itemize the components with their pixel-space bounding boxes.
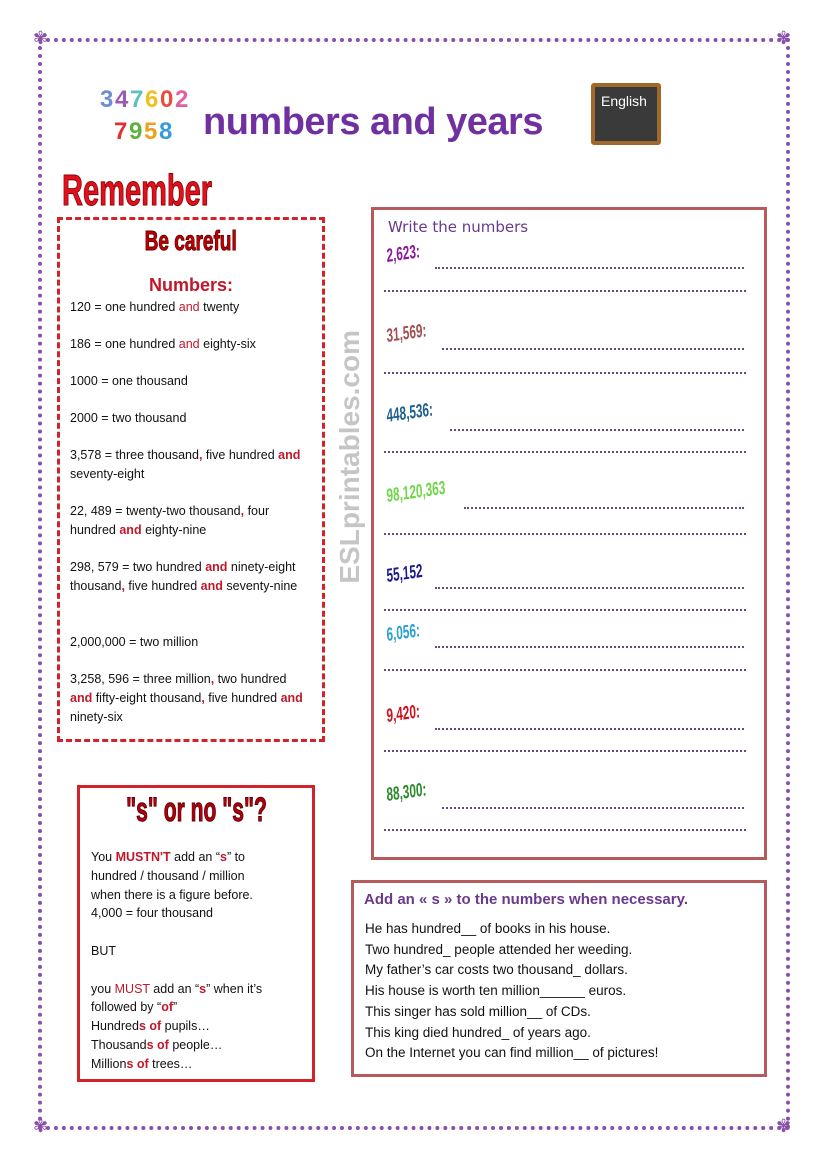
- s-rule-line: [91, 848, 311, 867]
- text-run: four hundred: [70, 504, 270, 537]
- text-run: fifty-eight thousand: [92, 691, 202, 705]
- s-rule-line: [91, 961, 311, 980]
- text-run: s: [199, 981, 207, 996]
- text-run: 298, 579 = two hundred: [70, 560, 206, 574]
- text-run: two hundred: [214, 672, 287, 686]
- clipart-digit: 2: [175, 86, 189, 113]
- number-to-write: 55,152: [386, 560, 424, 587]
- rule-item: [70, 335, 310, 354]
- s-rule-heading: "s" or no "s"?: [125, 791, 267, 829]
- text-run: 22, 489 = twenty-two thousand: [70, 504, 241, 518]
- exercise-sentence: His house is worth ten million______ euros.: [365, 983, 627, 999]
- numbers-subheading: Numbers:: [148, 275, 233, 295]
- text-run: ninety-eight thousand: [70, 560, 296, 593]
- s-rule-line: [91, 886, 311, 905]
- text-run: eighty-nine: [141, 523, 207, 537]
- answer-line[interactable]: [450, 429, 744, 431]
- rule-item: [70, 558, 310, 596]
- text-run: Hundred: [91, 1019, 139, 1034]
- s-rule-line: [91, 923, 311, 942]
- rule-item: [70, 409, 310, 428]
- clipart-row: [100, 116, 192, 148]
- remember-heading: Remember: [62, 166, 213, 215]
- text-run: and: [70, 691, 93, 705]
- text-run: ” when it’s: [206, 981, 263, 996]
- s-rule-line: [91, 942, 311, 961]
- s-rule-line: [91, 867, 311, 886]
- text-run: and: [119, 523, 142, 537]
- answer-line[interactable]: [384, 609, 746, 611]
- answer-line[interactable]: [435, 267, 744, 269]
- watermark: ESLprintables.com: [334, 330, 365, 584]
- text-run: and: [200, 579, 223, 593]
- rule-item: [70, 670, 310, 727]
- page-title: numbers and years: [203, 101, 543, 143]
- add-s-exercise: [351, 880, 767, 1077]
- text-run: seventy-nine: [222, 579, 298, 593]
- answer-line[interactable]: [384, 451, 746, 453]
- number-to-write: 98,120,363: [386, 477, 446, 507]
- text-run: You: [91, 850, 116, 864]
- clipart-digit: 7: [130, 86, 144, 113]
- corner-ornament-icon: ✾: [776, 28, 792, 49]
- exercise-sentence: On the Internet you can find million__ of pictures!: [365, 1045, 659, 1061]
- clipart-digit: 5: [144, 118, 158, 145]
- clipart-row: [100, 84, 192, 116]
- answer-line[interactable]: [384, 533, 746, 535]
- answer-line[interactable]: [435, 587, 744, 589]
- text-run: when there is a figure before.: [91, 887, 253, 902]
- rule-item: [70, 446, 310, 484]
- answer-line[interactable]: [464, 507, 744, 509]
- numbers-clipart: [100, 84, 192, 150]
- number-to-write: 9,420:: [386, 701, 421, 727]
- text-run: Thousand: [91, 1037, 147, 1052]
- text-run: MUSTN'T: [115, 850, 171, 864]
- s-rule-line: [91, 1055, 311, 1074]
- exercise-title: Write the numbers: [388, 218, 529, 236]
- answer-line[interactable]: [384, 669, 746, 671]
- text-run: ,: [198, 448, 203, 462]
- text-run: ,: [240, 504, 245, 518]
- text-run: five hundred: [204, 691, 281, 705]
- text-run: s of: [146, 1037, 169, 1052]
- answer-line[interactable]: [384, 829, 746, 831]
- corner-ornament-icon: ✾: [33, 28, 49, 49]
- text-run: 3,578 = three thousand: [70, 448, 199, 462]
- s-rule-line: [91, 998, 311, 1017]
- text-run: ,: [121, 579, 125, 593]
- rule-item: [70, 298, 310, 317]
- exercise-sentence: He has hundred__ of books in his house.: [365, 921, 611, 936]
- text-run: ,: [210, 672, 215, 686]
- text-run: you: [91, 981, 115, 996]
- answer-line[interactable]: [384, 372, 746, 374]
- answer-line[interactable]: [384, 750, 746, 752]
- exercise-title: Add an « s » to the numbers when necessary.: [364, 891, 688, 908]
- answer-line[interactable]: [435, 728, 744, 730]
- be-careful-heading: Be careful: [144, 225, 238, 256]
- text-run: and: [178, 337, 200, 351]
- text-run: and: [205, 560, 228, 574]
- rule-item: [70, 372, 310, 391]
- exercise-sentence: Two hundred_ people attended her weeding.: [365, 941, 633, 957]
- number-to-write: 31,569:: [386, 320, 427, 347]
- text-run: ”: [173, 1000, 178, 1015]
- text-run: 4,000 = four thousand: [91, 906, 213, 921]
- number-to-write: 2,623:: [386, 241, 421, 267]
- s-rule-line: [91, 1017, 311, 1036]
- text-run: 3,258, 596 = three million: [70, 672, 211, 686]
- text-run: BUT: [91, 943, 116, 958]
- exercise-sentence: This singer has sold million__ of CDs.: [365, 1003, 591, 1019]
- text-run: [91, 963, 94, 977]
- text-run: [91, 925, 94, 939]
- clipart-digit: 6: [145, 86, 159, 113]
- text-run: ” to: [226, 850, 245, 864]
- text-run: ,: [201, 691, 205, 705]
- answer-line[interactable]: [442, 807, 744, 809]
- text-run: add an “: [170, 850, 220, 864]
- text-run: 1000 = one thousand: [70, 374, 188, 388]
- write-numbers-exercise: [371, 207, 767, 860]
- text-run: eighty-six: [199, 337, 256, 351]
- text-run: trees…: [148, 1056, 193, 1071]
- clipart-digit: 3: [100, 86, 114, 113]
- text-run: 186 = one hundred: [70, 337, 179, 351]
- text-run: ninety-six: [70, 710, 123, 724]
- text-run: MUST: [114, 981, 150, 996]
- blackboard-label: English: [601, 93, 647, 109]
- text-run: and: [280, 691, 303, 705]
- number-to-write: 6,056:: [386, 620, 421, 646]
- exercise-sentence: This king died hundred_ of years ago.: [365, 1024, 591, 1040]
- corner-ornament-icon: ✾: [33, 1116, 49, 1137]
- answer-line[interactable]: [435, 646, 744, 648]
- clipart-digit: 7: [114, 118, 128, 145]
- number-to-write: 448,536:: [386, 399, 434, 427]
- clipart-digit: 8: [159, 118, 173, 145]
- text-run: and: [278, 448, 301, 462]
- text-run: people…: [168, 1037, 223, 1052]
- clipart-digit: 9: [129, 118, 143, 145]
- text-run: 2000 = two thousand: [70, 411, 187, 425]
- text-run: add an “: [149, 981, 200, 996]
- clipart-digit: 4: [115, 86, 129, 113]
- text-run: 2,000,000 = two million: [70, 635, 199, 649]
- text-run: s of: [138, 1019, 162, 1034]
- text-run: and: [178, 300, 200, 314]
- rule-item: [70, 633, 310, 652]
- blackboard-clipart: [591, 83, 661, 145]
- clipart-digit: 0: [160, 86, 174, 113]
- s-rule-line: [91, 1036, 311, 1055]
- text-run: s of: [126, 1056, 149, 1071]
- text-run: twenty: [199, 300, 240, 314]
- text-run: followed by “: [91, 1000, 162, 1015]
- text-run: 120 = one hundred: [70, 300, 179, 314]
- s-rule-box: [77, 785, 315, 1082]
- exercise-sentence: My father’s car costs two thousand_ dollars.: [365, 962, 628, 978]
- answer-line[interactable]: [442, 348, 744, 350]
- s-rule-text: [91, 848, 311, 1074]
- text-run: of: [161, 1000, 173, 1015]
- text-run: five hundred: [202, 448, 279, 462]
- answer-line[interactable]: [384, 290, 746, 292]
- text-run: pupils…: [161, 1019, 210, 1034]
- rule-item: [70, 502, 310, 540]
- text-run: hundred / thousand / million: [91, 868, 245, 883]
- text-run: Million: [91, 1056, 127, 1071]
- number-to-write: 88,300:: [386, 779, 427, 806]
- rules-box: [57, 217, 325, 742]
- text-run: s: [219, 850, 227, 864]
- text-run: five hundred: [124, 579, 201, 593]
- text-run: seventy-eight: [70, 467, 145, 481]
- s-rule-line: [91, 980, 311, 999]
- s-rule-line: [91, 904, 311, 923]
- corner-ornament-icon: ✾: [776, 1116, 792, 1137]
